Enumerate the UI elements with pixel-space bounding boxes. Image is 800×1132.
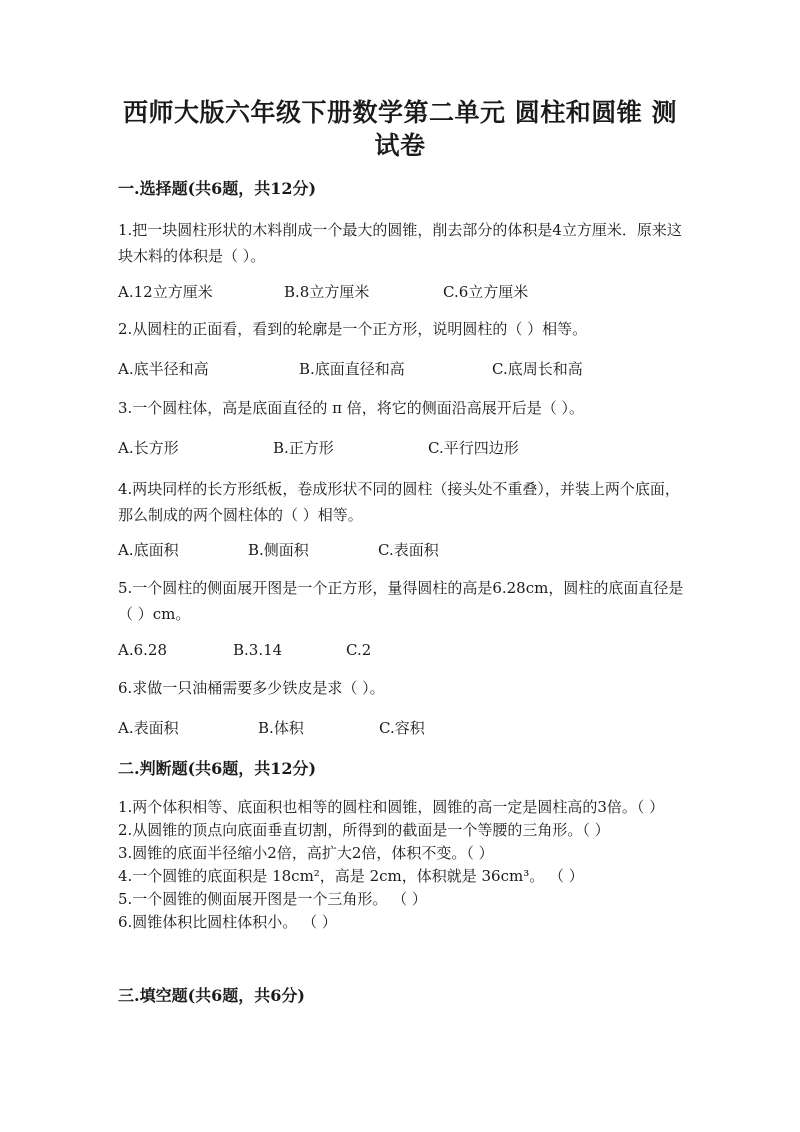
option-b: B.体积 bbox=[258, 719, 304, 737]
question-1-options bbox=[118, 280, 718, 304]
question-6-options bbox=[118, 716, 718, 740]
judge-item-3: 3.圆锥的底面半径缩小2倍，高扩大2倍，体积不变。（ ） bbox=[118, 844, 494, 862]
section-heading-fill: 三.填空题(共6题，共6分) bbox=[118, 986, 305, 1005]
option-b: B.8立方厘米 bbox=[284, 283, 370, 301]
judge-item-6: 6.圆锥体积比圆柱体积小。 （ ） bbox=[118, 913, 337, 931]
section-heading-judge: 二.判断题(共6题，共12分) bbox=[118, 759, 317, 778]
page-title: 西师大版六年级下册数学第二单元 圆柱和圆锥 测试卷 bbox=[123, 98, 677, 160]
judge-list bbox=[118, 796, 698, 934]
option-a: A.表面积 bbox=[118, 719, 179, 737]
judge-item-4: 4.一个圆锥的底面积是 18cm²，高是 2cm，体积就是 36cm³。 （ ） bbox=[118, 867, 584, 885]
judge-item-2: 2.从圆锥的顶点向底面垂直切割，所得到的截面是一个等腰的三角形。（ ） bbox=[118, 821, 610, 839]
question-5-options bbox=[118, 638, 718, 662]
option-b: B.侧面积 bbox=[248, 541, 309, 559]
question-3: 3.一个圆柱体，高是底面直径的 π 倍，将它的侧面沿高展开后是（ ）。 bbox=[118, 399, 584, 417]
question-4-options bbox=[118, 538, 718, 562]
question-2: 2.从圆柱的正面看，看到的轮廓是一个正方形，说明圆柱的（ ）相等。 bbox=[118, 320, 588, 338]
judge-item-1: 1.两个体积相等、底面积也相等的圆柱和圆锥，圆锥的高一定是圆柱高的3倍。（ ） bbox=[118, 798, 665, 816]
option-c: C.容积 bbox=[379, 719, 425, 737]
option-b: B.正方形 bbox=[273, 439, 334, 457]
judge-item-5: 5.一个圆锥的侧面展开图是一个三角形。 （ ） bbox=[118, 890, 427, 908]
option-c: C.底周长和高 bbox=[492, 360, 583, 378]
question-2-options bbox=[118, 357, 718, 381]
question-1: 1.把一块圆柱形状的木料削成一个最大的圆锥，削去部分的体积是4立方厘米．原来这块木料的体积是（ ）。 bbox=[118, 221, 682, 265]
option-c: C.2 bbox=[346, 641, 372, 659]
question-6: 6.求做一只油桶需要多少铁皮是求（ ）。 bbox=[118, 679, 385, 697]
option-c: C.6立方厘米 bbox=[443, 283, 529, 301]
option-a: A.长方形 bbox=[118, 439, 179, 457]
option-a: A.底面积 bbox=[118, 541, 179, 559]
section-heading-choice: 一.选择题(共6题，共12分) bbox=[118, 179, 317, 198]
option-a: A.底半径和高 bbox=[118, 360, 209, 378]
question-5: 5.一个圆柱的侧面展开图是一个正方形，量得圆柱的高是6.28cm，圆柱的底面直径是（ ）cm。 bbox=[118, 579, 684, 623]
option-c: C.平行四边形 bbox=[428, 439, 519, 457]
option-c: C.表面积 bbox=[378, 541, 439, 559]
option-b: B.3.14 bbox=[233, 641, 283, 659]
question-4: 4.两块同样的长方形纸板，卷成形状不同的圆柱（接头处不重叠），并装上两个底面，那么制成的两个圆柱体的（ ）相等。 bbox=[118, 480, 680, 524]
option-a: A.6.28 bbox=[118, 641, 167, 659]
option-b: B.底面直径和高 bbox=[299, 360, 405, 378]
option-a: A.12立方厘米 bbox=[118, 283, 213, 301]
question-3-options bbox=[118, 436, 718, 460]
